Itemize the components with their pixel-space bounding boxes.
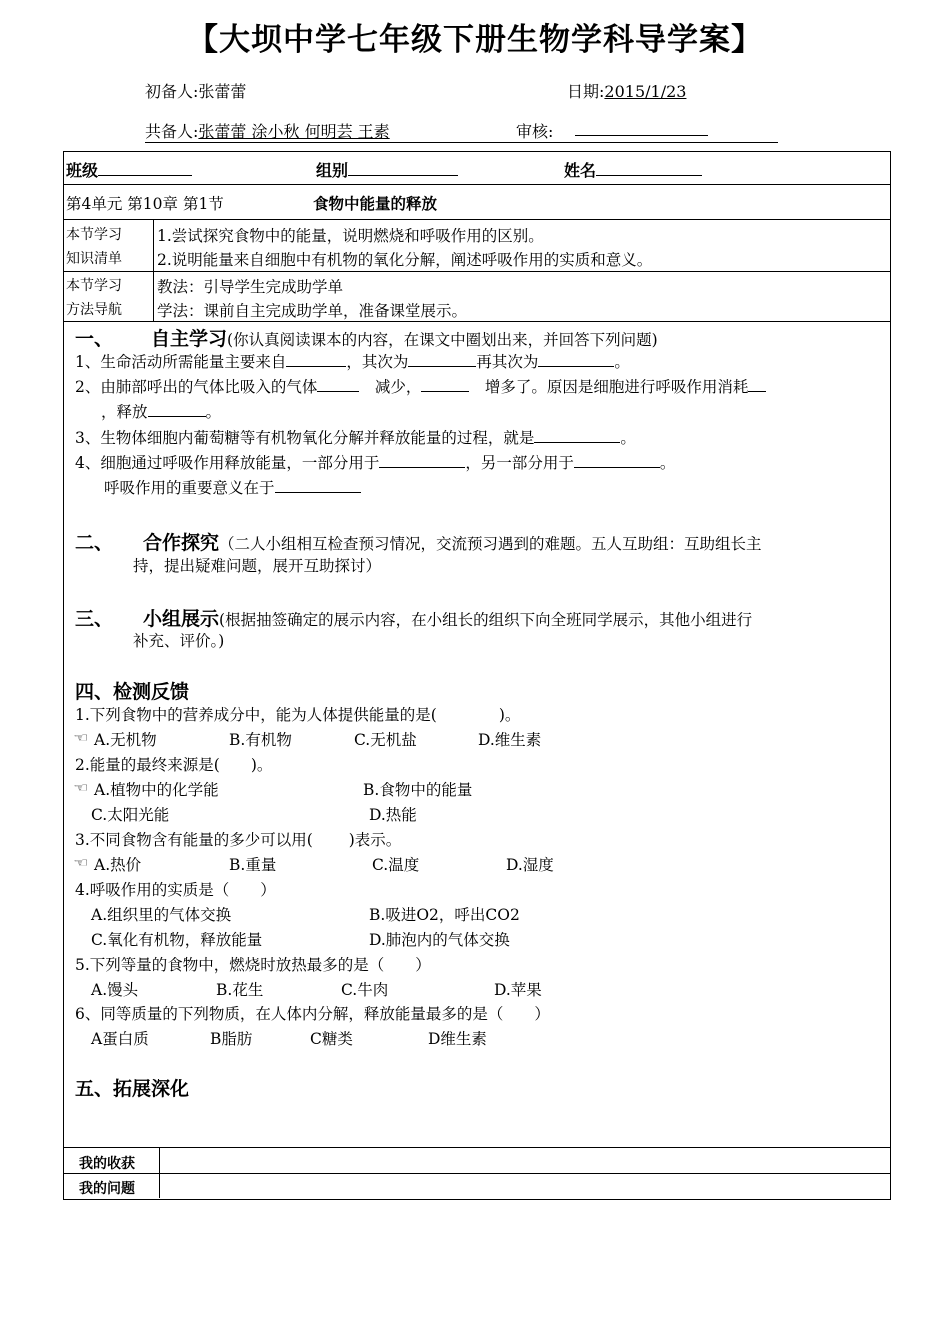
hand-marker [75, 778, 93, 796]
answer-blank[interactable] [148, 402, 206, 417]
section5-heading: 五、拓展深化 [75, 1078, 190, 1100]
method-label-1: 本节学习 [66, 278, 122, 294]
class-field[interactable] [66, 158, 192, 181]
knowledge-label-1: 本节学习 [66, 227, 122, 243]
section2-header [75, 528, 762, 555]
group-field[interactable] [316, 158, 458, 181]
option[interactable]: A蛋白质 [91, 1030, 149, 1048]
section3-note-cont: 补充、评价。) [133, 632, 225, 650]
row-line [63, 184, 890, 185]
section1-note: (你认真阅读课本的内容，在课文中圈划出来，并回答下列问题) [227, 331, 658, 349]
option[interactable]: B.有机物 [229, 731, 292, 749]
answer-blank[interactable] [574, 453, 660, 468]
hand-marker [75, 853, 93, 871]
lesson-topic: 食物中能量的释放 [313, 195, 438, 213]
option[interactable]: D.苹果 [494, 981, 542, 999]
pointing-hand-icon: ☜ [73, 781, 89, 796]
gain-input[interactable] [162, 1149, 887, 1171]
review-label: 审核: [516, 122, 554, 141]
question-input[interactable] [162, 1175, 887, 1197]
first-prep-label: 初备人: [145, 82, 199, 101]
s1-question-2: 2、由肺部呼出的气体比吸入的气体 减少， 增多了。原因是细胞进行呼吸作用消耗 [75, 375, 766, 397]
knowledge-label-2: 知识清单 [66, 251, 122, 267]
section3-note: (根据抽签确定的展示内容，在小组长的组织下向全班同学展示，其他小组进行 [219, 611, 753, 629]
date [567, 79, 686, 102]
quiz-question-4: 4.呼吸作用的实质是（ ） [75, 881, 276, 899]
option[interactable]: A.馒头 [91, 981, 139, 999]
option[interactable]: C.牛肉 [341, 981, 389, 999]
first-prep-value: 张蕾蕾 [198, 82, 247, 101]
s1-question-2-cont: ，释放 。 [101, 403, 222, 421]
review [516, 119, 553, 142]
lesson-unit: 第4单元 第10章 第1节 [66, 195, 224, 213]
option[interactable]: B.花生 [216, 981, 264, 999]
pointing-hand-icon: ☜ [73, 856, 89, 871]
review-underline [575, 135, 708, 136]
option[interactable]: C.无机盐 [354, 731, 417, 749]
option[interactable]: B.食物中的能量 [363, 781, 473, 799]
section4-heading: 四、检测反馈 [75, 681, 190, 703]
answer-blank[interactable] [408, 352, 476, 367]
option[interactable]: D维生素 [428, 1030, 487, 1048]
header-rule [145, 142, 778, 143]
pointing-hand-icon: ☜ [73, 731, 89, 746]
co-prep [145, 119, 390, 142]
option[interactable]: A.无机物 [94, 731, 157, 749]
gain-label: 我的收获 [79, 1156, 135, 1172]
s1-question-3: 3、生物体细胞内葡萄糖等有机物氧化分解并释放能量的过程，就是 。 [75, 429, 636, 447]
date-value: 2015/1/23 [604, 82, 687, 101]
s1-question-4: 4、细胞通过呼吸作用释放能量，一部分用于 ，另一部分用于 。 [75, 454, 676, 472]
question-label: 我的问题 [79, 1181, 135, 1197]
quiz-question-5: 5.下列等量的食物中，燃烧时放热最多的是（ ） [75, 956, 431, 974]
option[interactable]: B脂肪 [210, 1030, 253, 1048]
page-title: 【大坝中学七年级下册生物学科导学案】 [187, 22, 763, 58]
answer-blank[interactable] [421, 377, 469, 392]
option[interactable]: D.维生素 [478, 731, 542, 749]
row-line [63, 1147, 890, 1148]
quiz-question-3: 3.不同食物含有能量的多少可以用( )表示。 [75, 831, 402, 849]
class-label: 班级 [66, 161, 99, 180]
answer-blank[interactable] [275, 478, 361, 493]
option[interactable]: A.植物中的化学能 [94, 781, 219, 799]
co-prep-label: 共备人: [145, 122, 199, 141]
section2-note: （二人小组相互检查预习情况，交流预习遇到的难题。五人互助组：互助组长主 [219, 535, 762, 553]
quiz-question-1: 1.下列食物中的营养成分中，能为人体提供能量的是( )。 [75, 706, 521, 724]
answer-blank[interactable] [379, 453, 465, 468]
section1-heading: 自主学习 [151, 328, 228, 350]
section1-num: 一、 [75, 328, 114, 350]
answer-blank[interactable] [534, 428, 620, 443]
name-label: 姓名 [564, 161, 597, 180]
option[interactable]: A.热价 [94, 856, 142, 874]
col-line [153, 219, 154, 321]
name-field[interactable] [564, 158, 702, 181]
option[interactable]: D.肺泡内的气体交换 [369, 931, 510, 949]
answer-blank[interactable] [538, 352, 614, 367]
quiz-options-1 [75, 728, 93, 746]
section2-num: 二、 [75, 532, 114, 554]
section2-note-cont: 持，提出疑难问题，展开互助探讨） [133, 557, 382, 575]
section3-num: 三、 [75, 608, 114, 630]
section3-heading: 小组展示 [143, 608, 220, 630]
option[interactable]: C.温度 [372, 856, 420, 874]
method-item: 学法：课前自主完成助学单，准备课堂展示。 [157, 302, 468, 320]
row-line [63, 321, 890, 322]
option[interactable]: C.氧化有机物，释放能量 [91, 931, 263, 949]
option[interactable]: D.热能 [369, 806, 417, 824]
answer-blank[interactable] [286, 352, 346, 367]
s1-question-4b: 呼吸作用的重要意义在于 [104, 476, 361, 498]
knowledge-item: 1.尝试探究食物中的能量，说明燃烧和呼吸作用的区别。 [157, 227, 544, 245]
row-line [63, 219, 890, 220]
co-prep-value: 张蕾蕾 涂小秋 何明芸 王素 [198, 122, 390, 141]
row-line [63, 271, 890, 272]
section1-header [75, 324, 658, 351]
group-label: 组别 [316, 161, 349, 180]
knowledge-item: 2.说明能量来自细胞中有机物的氧化分解，阐述呼吸作用的实质和意义。 [157, 251, 653, 269]
section2-heading: 合作探究 [143, 532, 220, 554]
option[interactable]: A.组织里的气体交换 [91, 906, 232, 924]
date-label: 日期: [567, 82, 605, 101]
option[interactable]: D.湿度 [506, 856, 554, 874]
option[interactable]: C糖类 [310, 1030, 353, 1048]
method-item: 教法：引导学生完成助学单 [157, 278, 344, 296]
quiz-question-6: 6、同等质量的下列物质，在人体内分解，释放能量最多的是（ ） [75, 1005, 550, 1023]
answer-blank[interactable] [317, 377, 359, 392]
col-line [159, 1147, 160, 1198]
answer-blank[interactable] [748, 377, 766, 392]
option[interactable]: B.吸进O2，呼出CO2 [369, 906, 520, 924]
option[interactable]: B.重量 [229, 856, 277, 874]
s1-question-1: 1、生命活动所需能量主要来自 ，其次为 再其次为 。 [75, 353, 630, 371]
first-prep [145, 79, 246, 102]
row-line [63, 1173, 890, 1174]
method-label-2: 方法导航 [66, 302, 122, 318]
option[interactable]: C.太阳光能 [91, 806, 170, 824]
quiz-question-2: 2.能量的最终来源是( )。 [75, 756, 273, 774]
section3-header [75, 604, 752, 631]
